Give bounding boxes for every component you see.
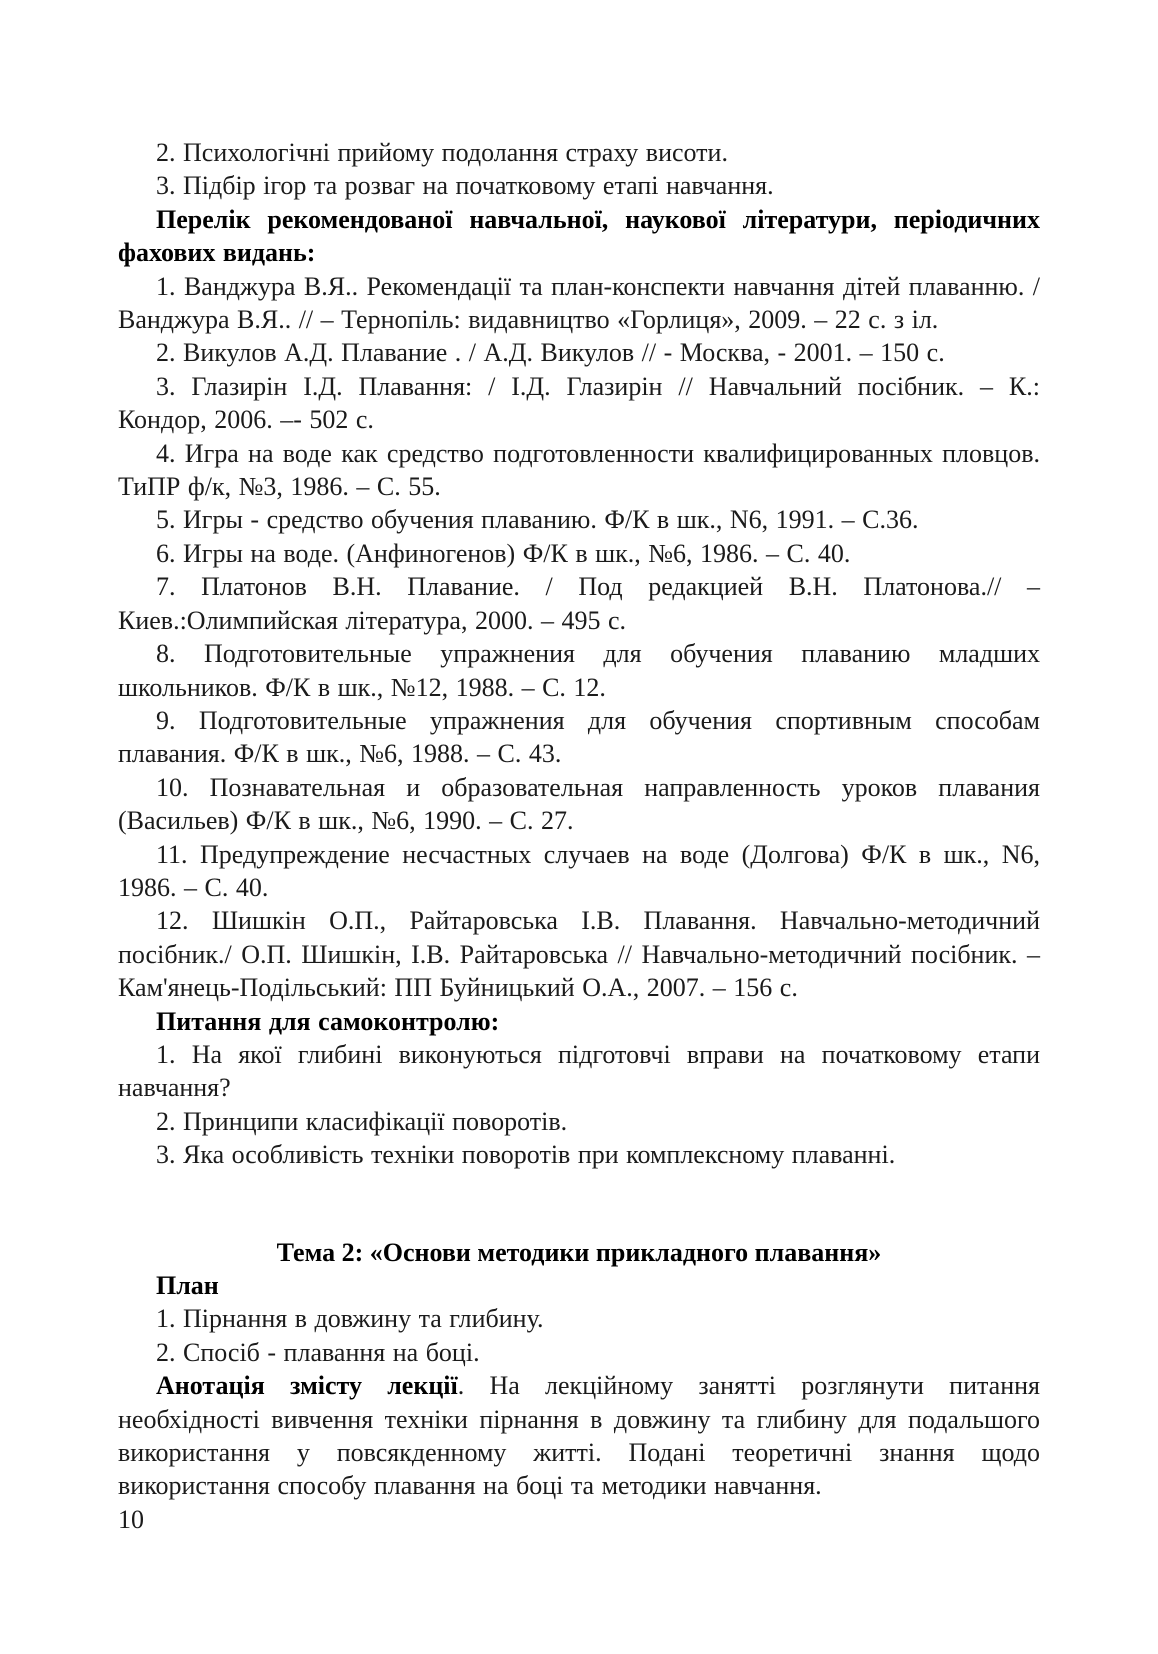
- intro-item: 2. Психологічні прийому подолання страху висоти.: [156, 138, 728, 167]
- literature-heading: Перелік рекомендованої навчальної, наукової літератури, періодичних фахових видань:: [118, 204, 1040, 268]
- literature-item: 8. Подготовительные упражнения для обучения плаванию младших школьников. Ф/К в шк., №12, 1988. – С. 12.: [118, 639, 1040, 702]
- literature-item: 10. Познавательная и образовательная направленность уроков плавания (Васильев) Ф/К в шк., №6, 1990. – С. 27.: [118, 772, 1040, 836]
- plan-item: 1. Пірнання в довжину та глибину.: [156, 1304, 544, 1334]
- annotation-paragraph: [118, 1369, 1040, 1503]
- literature-item: 1. Ванджура В.Я.. Рекомендації та план-конспекти навчання дітей плаванню. / Ванджура В.Я.. // – Тернопіль: видавництво «Горлиця», 2009. – 22 с. з іл.: [118, 271, 1040, 335]
- literature-item: 12. Шишкін О.П., Райтаровська І.В. Плавання. Навчально-методичний посібник./ О.П. Шишкін, І.В. Райтаровська // Навчально-методичний посібник. – Кам'янець-Подільський: ПП Буйницький О.А., 2007. – 156 с.: [118, 906, 1040, 1003]
- self-check-item: 1. На якої глибині виконуються підготовчі вправи на початковому етапи навчання?: [118, 1039, 1040, 1103]
- topic-heading: Тема 2: «Основи методики прикладного плавання»: [276, 1237, 882, 1267]
- literature-item: 3. Глазирін І.Д. Плавання: / І.Д. Глазирін // Навчальний посібник. – К.: Кондор, 2006. –- 502 с.: [118, 371, 1040, 435]
- literature-item: 9. Подготовительные упражнения для обучения спортивным способам плавания. Ф/К в шк., №6, 1988. – С. 43.: [118, 705, 1040, 769]
- literature-item: 2. Викулов А.Д. Плавание . / А.Д. Викулов // - Москва, - 2001. – 150 с.: [156, 338, 945, 368]
- intro-item: 3. Підбір ігор та розваг на початковому етапі навчання.: [156, 171, 774, 201]
- self-check-item: 2. Принципи класифікації поворотів.: [156, 1106, 568, 1136]
- plan-label: План: [156, 1271, 219, 1300]
- annotation-text: . На лекційному занятті розглянути питання необхідності вивчення техніки пірнання в довжину та глибину для подальшого використання у повсякденному житті. Подані теоретичні знання щодо використання способу плавання на боці та методики навчання.: [118, 1371, 1041, 1501]
- literature-item: 7. Платонов В.Н. Плавание. / Под редакцией В.Н. Платонова.// – Киев.:Олимпийская література, 2000. – 495 с.: [118, 572, 1040, 635]
- literature-item: 4. Игра на воде как средство подготовленности квалифицированных пловцов. ТиПР ф/к, №3, 1986. – С. 55.: [118, 438, 1040, 502]
- literature-item: 5. Игры - средство обучения плаванию. Ф/К в шк., N6, 1991. – С.36.: [156, 505, 919, 535]
- literature-item: 11. Предупреждение несчастных случаев на воде (Долгова) Ф/К в шк., N6, 1986. – С. 40.: [118, 839, 1040, 902]
- self-check-heading: Питання для самоконтролю:: [156, 1006, 500, 1036]
- plan-item: 2. Спосіб - плавання на боці.: [156, 1337, 480, 1367]
- annotation-label: Анотація змісту лекції: [156, 1371, 458, 1401]
- self-check-item: 3. Яка особливість техніки поворотів при комплексному плаванні.: [156, 1140, 896, 1170]
- page-number: 10: [118, 1504, 144, 1534]
- literature-item: 6. Игры на воде. (Анфиногенов) Ф/К в шк., №6, 1986. – С. 40.: [156, 538, 851, 568]
